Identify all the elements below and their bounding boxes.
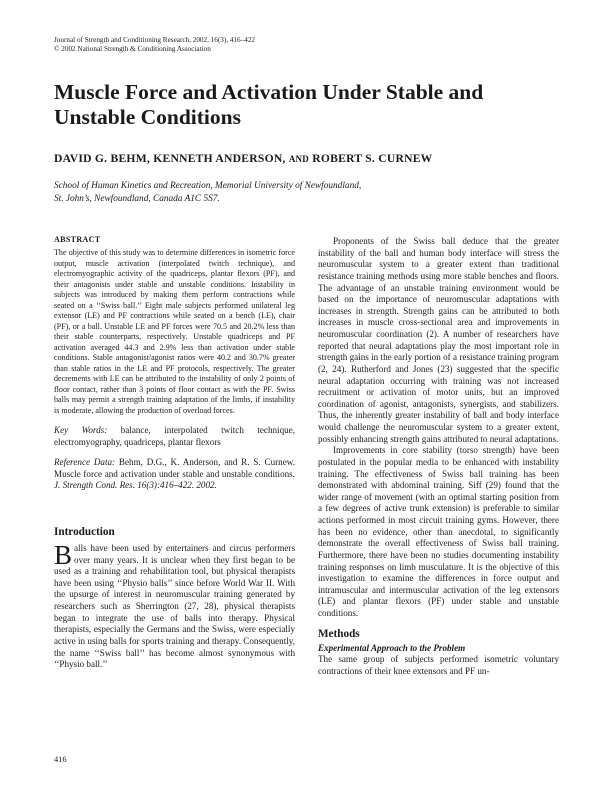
right-column (318, 236, 559, 677)
page-number: 416 (54, 755, 67, 764)
authors-part-2: ROBERT S. CURNEW (312, 152, 433, 165)
abstract-heading: ABSTRACT (54, 235, 101, 244)
keywords-text: balance, interpolated twitch technique, electromyography, quadriceps, plantar flexors (54, 425, 295, 447)
author-list (54, 152, 433, 165)
reference-text: Behm, D.G., K. Anderson, and R. S. Curnew. Muscle force and activation under stable and unstable conditions. (54, 457, 296, 479)
authors-part-1: DAVID G. BEHM, KENNETH ANDERSON, (54, 152, 286, 165)
reference-data (54, 457, 295, 492)
reference-citation: J. Strength Cond. Res. 16(3):416–422. 2002. (54, 480, 217, 491)
left-column (54, 235, 295, 671)
copyright-line: © 2002 National Strength & Conditioning Association (54, 45, 211, 54)
journal-header (54, 36, 255, 55)
introduction-paragraph (54, 539, 295, 671)
keywords (54, 425, 295, 448)
introduction-heading: Introduction (54, 525, 115, 538)
abstract-text: The objective of this study was to determine differences in isometric force output, muscle activation (interpolated twitch technique), and electromyographic activity of the quadriceps, plantar flexors (PF), and their antagonists under stable and unstable conditions. Instability in subjects was introduced by making them perform contractions while seated on a ‘‘Swiss ball.’’ Eight male subjects performed unilateral leg extensor (LE) and PF contractions while seated on a bench (LE), chair (PF), or a ball. Unstable LE and PF forces were 70.5 and 20.2% less than their stable counterparts, respectively. Unstable quadriceps and PF activation averaged 44.3 and 2.9% less than activation under stable conditions. Stable antagonist/agonist ratios were 40.2 and 30.7% greater than stable ratios in the LE and PF protocols, respectively. The greater decrements with LE can be attributed to the instability of only 2 points of floor contact, rather than 3 points of floor contact as with the PF. Swiss balls may permit a strength training adaptation of the limbs, if instability is moderate, allowing the production of overload forces. (54, 248, 295, 415)
journal-citation-line: Journal of Strength and Conditioning Research, 2002, 16(3), 416–422 (54, 36, 256, 44)
authors-and: AND (288, 154, 310, 164)
affiliation-line-2: St. John’s, Newfoundland, Canada A1C 5S7. (54, 193, 220, 204)
drop-cap: B (54, 539, 73, 570)
paragraph-experimental-approach: The same group of subjects performed isometric voluntary contractions of their knee extensors and PF un- (318, 654, 559, 676)
affiliation (54, 180, 514, 205)
paragraph-core-stability: Improvements in core stability (torso strength) have been postulated in the popular media to be enhanced with instability training. The effectiveness of Swiss ball training has been demonstrated with abdominal training. Siff (29) found that the wider range of movement (with an optimal starting position from a few degrees of active trunk extension) is preferable to similar actions performed in most circuit training gyms. However, there has been no evidence, other than anecdotal, to significantly demonstrate the overall effectiveness of Swiss ball training. Furthermore, there have been no studies documenting instability training responses on limb musculature. It is the objective of this investigation to examine the differences in force output and intramuscular and intermuscular activation of the leg extensors (LE) and plantar flexors (PF) under stable and unstable conditions. (318, 445, 559, 618)
affiliation-line-1: School of Human Kinetics and Recreation, Memorial University of Newfoundland, (54, 181, 362, 191)
experimental-approach-heading: Experimental Approach to the Problem (318, 642, 466, 653)
keywords-label: Key Words: (54, 425, 108, 435)
paper-title: Muscle Force and Activation Under Stable and Unstable Conditions (54, 80, 484, 129)
reference-label: Reference Data: (54, 457, 116, 468)
methods-heading: Methods (318, 627, 360, 640)
introduction-text: alls have been used by entertainers and circus performers over many years. It is unclear when they first began to be used as a training and rehabilitation tool, but physical therapists have been using ‘‘Physio balls’’ since before World War II. With the upsurge of interest in neuromuscular training generated by researchers such as Sherrington (27, 28), physical therapists began to integrate the use of balls into therapy. Physical therapists, especially the Germans and the Swiss, were especially active in using balls for sports training and therapy. Consequently, the name ‘‘Swiss ball’’ has become almost synonymous with ‘‘Physio ball.’’ (54, 542, 295, 670)
paragraph-swiss-ball-proponents: Proponents of the Swiss ball deduce that the greater instability of the ball and human body interface will stress the neuromuscular system to a greater extent than traditional resistance training methods using more stable benches and floors. The advantage of an unstable training environment would be based on the importance of neuromuscular adaptations with increases in strength. Strength gains can be attributed to both increases in muscle cross-sectional area and improvements in neuromuscular coordination (2). A number of researchers have reported that neural adaptations play the most important role in strength gains in the early portion of a resistance training program (2, 24). Rutherford and Jones (23) suggested that the specific neural adaptation occurring with training was not increased recruitment or activation of motor units, but an improved coordination of agonist, antagonists, synergists, and stabilizers. Thus, the inherently greater instability of ball and body interface would challenge the neuromuscular system to a greater extent, possibly enhancing strength gains attributed to neural adaptations. (318, 236, 559, 444)
